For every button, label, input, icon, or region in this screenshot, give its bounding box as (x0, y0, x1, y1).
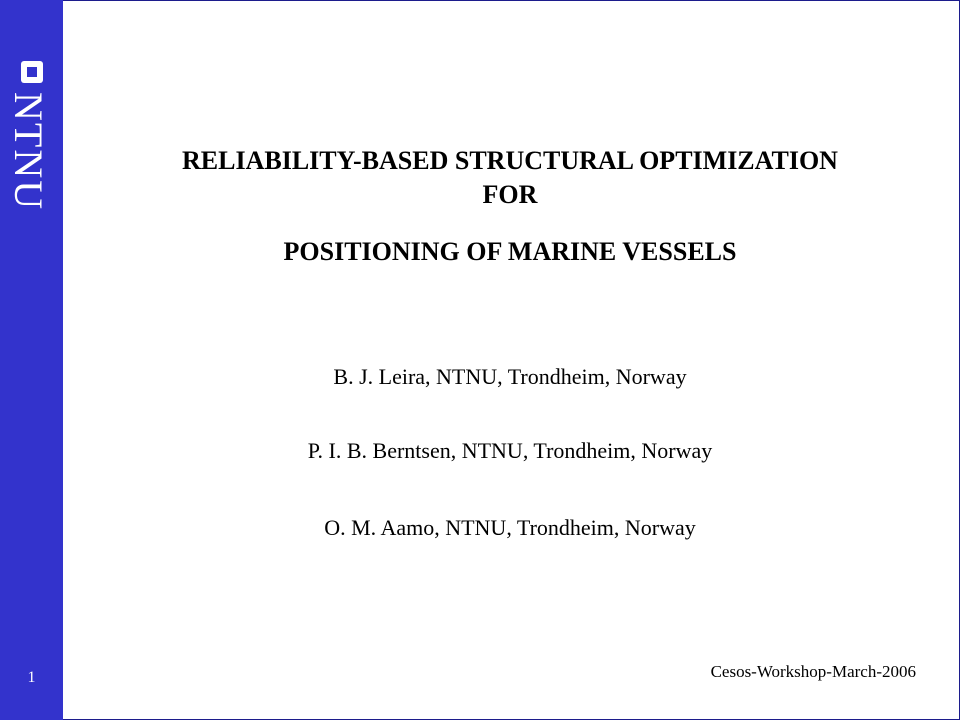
title-line-1: RELIABILITY-BASED STRUCTURAL OPTIMIZATION (182, 146, 838, 175)
title-line-2: FOR (482, 180, 538, 209)
ntnu-logo-icon (21, 61, 43, 83)
side-band (0, 0, 63, 720)
author-1: B. J. Leira, NTNU, Trondheim, Norway (333, 364, 687, 389)
footer-workshop-label: Cesos-Workshop-March-2006 (710, 662, 916, 681)
author-2: P. I. B. Berntsen, NTNU, Trondheim, Norway (307, 438, 713, 463)
author-3: O. M. Aamo, NTNU, Trondheim, Norway (324, 515, 696, 540)
title-line-3: POSITIONING OF MARINE VESSELS (283, 237, 737, 266)
ntnu-logo-text: NTNU (6, 92, 51, 212)
slide-number: 1 (27, 669, 36, 686)
slide-title (90, 144, 930, 269)
